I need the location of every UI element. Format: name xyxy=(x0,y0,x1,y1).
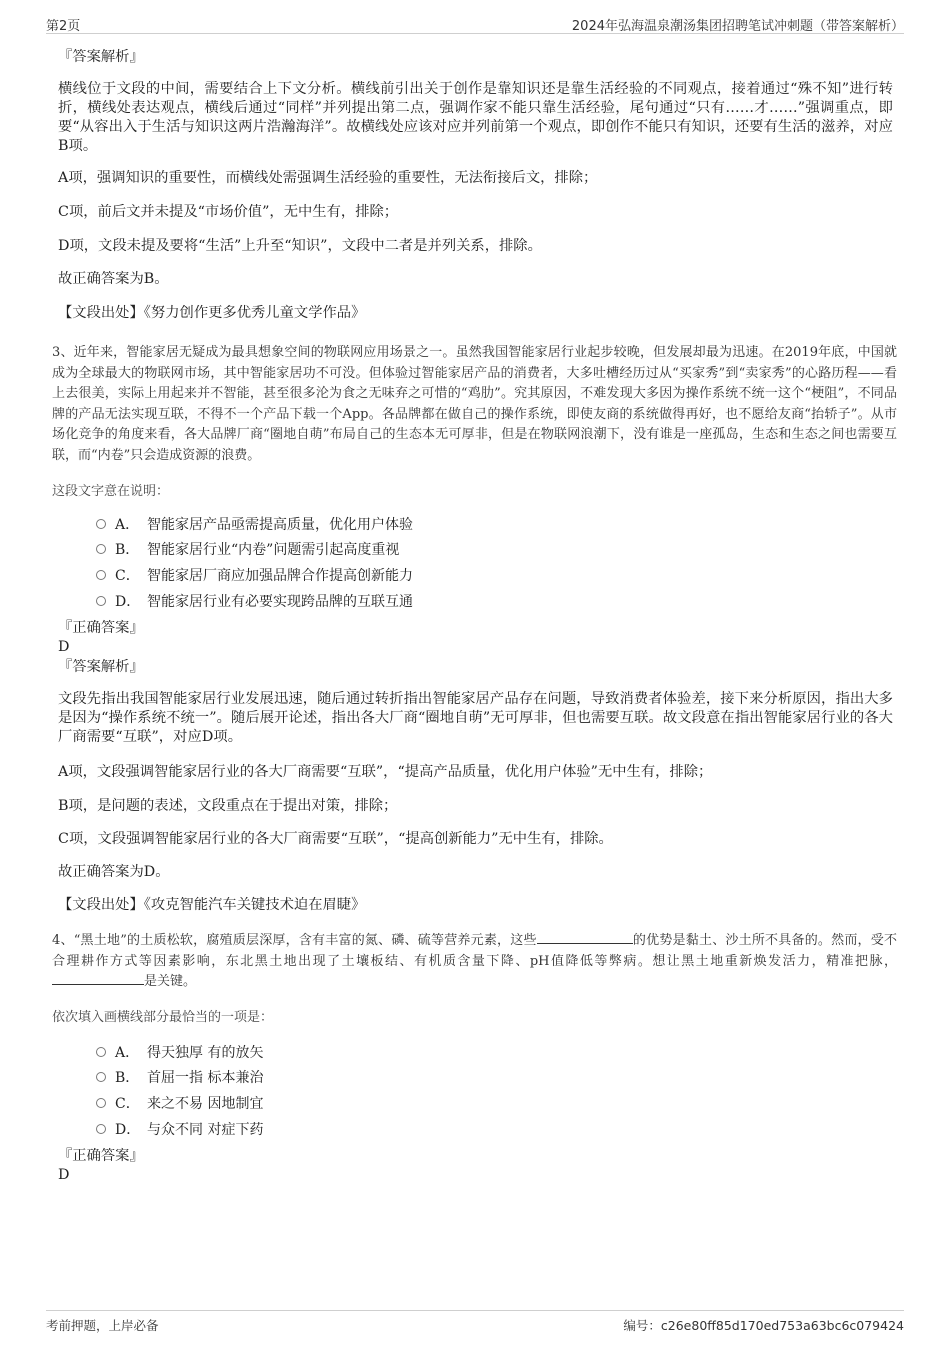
radio-icon[interactable] xyxy=(96,544,106,554)
q3-answer: D xyxy=(58,639,70,655)
q3-stem: 3、近年来，智能家居无疑成为最具想象空间的物联网应用场景之一。虽然我国智能家居行业起步较晚，但发展却最为迅速。在2019年底，中国就成为全球最大的物联网市场，其中智能家居功不可没。但体验过智能家居产品的消费者，大多吐槽经历过从“买家秀”到“卖家秀”的心路历程——看上去很美，实际上用起来并不智能，甚至很多沦为食之无味弃之可惜的“鸡肋”。究其原因，不难发现大多因为操作系统不统一这个“梗阻”，不同品牌的产品无法实现互联，不得不一个产品下载一个App。各品牌都在做自己的操作系统，即使友商的系统做得再好，也不愿给友商“抬轿子”。从市场化竞争的角度来看，各大品牌厂商“圈地自萌”布局自己的生态本无可厚非，但是在物联网浪潮下，没有谁是一座孤岛，生态和生态之间也需要互联，而“内卷”只会造成资源的浪费。 xyxy=(52,345,897,463)
radio-icon[interactable] xyxy=(96,1072,106,1082)
q3-conclusion: 故正确答案为D。 xyxy=(58,864,170,880)
radio-icon[interactable] xyxy=(96,1124,106,1134)
q4-answer: D xyxy=(58,1167,70,1183)
fill-blank-2 xyxy=(52,972,144,985)
radio-icon[interactable] xyxy=(96,519,106,529)
q4-option-a[interactable]: A． 得天独厚 有的放矢 xyxy=(96,1042,263,1062)
q3-option-c[interactable]: C． 智能家居厂商应加强品牌合作提高创新能力 xyxy=(96,565,413,585)
q3-option-d[interactable]: D． 智能家居行业有必要实现跨品牌的互联互通 xyxy=(96,591,413,611)
q2-conclusion: 故正确答案为B。 xyxy=(58,271,169,287)
q2-analysis-text: 横线位于文段的中间，需要结合上下文分析。横线前引出关于创作是靠知识还是靠生活经验的不同观点，接着通过“殊不知”进行转折，横线处表达观点，横线后通过“同样”并列提出第二点，强调作家不能只靠生活经验，尾句通过“只有……才……”强调重点，即要“从容出入于生活与知识这两片浩瀚海洋”。故横线处应该对应并列前第一个观点，即创作不能只有知识，还要有生活的滋养，对应B项。 xyxy=(58,81,893,154)
q4-answer-label: 『正确答案』 xyxy=(58,1148,144,1164)
q3-source: 【文段出处】《攻克智能汽车关键技术迫在眉睫》 xyxy=(58,897,366,913)
radio-icon[interactable] xyxy=(96,570,106,580)
q2-option-a-analysis: A项，强调知识的重要性，而横线处需强调生活经验的重要性，无法衔接后文，排除； xyxy=(58,170,598,186)
q3-option-c-analysis: C项，文段强调智能家居行业的各大厂商需要“互联”，“提高创新能力”无中生有，排除。 xyxy=(58,831,613,847)
q3-option-b[interactable]: B． 智能家居行业“内卷”问题需引起高度重视 xyxy=(96,539,399,559)
fill-blank-1 xyxy=(537,931,633,944)
q2-option-c-analysis: C项，前后文并未提及“市场价值”，无中生有，排除； xyxy=(58,204,399,220)
radio-icon[interactable] xyxy=(96,596,106,606)
page-footer xyxy=(46,1310,904,1335)
q4-option-b[interactable]: B． 首屈一指 标本兼治 xyxy=(96,1067,263,1087)
page-number: 第2页 xyxy=(46,19,81,34)
q2-analysis-label: 『答案解析』 xyxy=(58,49,144,65)
document-title: 2024年弘海温泉潮汤集团招聘笔试冲刺题（带答案解析） xyxy=(571,19,904,34)
page-header xyxy=(46,13,904,34)
q3-analysis-label: 『答案解析』 xyxy=(58,659,144,675)
q3-option-b-analysis: B项，是问题的表述，文段重点在于提出对策，排除； xyxy=(58,798,398,814)
radio-icon[interactable] xyxy=(96,1047,106,1057)
q2-option-d-analysis: D项，文段未提及要将“生活”上升至“知识”，文段中二者是并列关系，排除。 xyxy=(58,238,542,254)
footer-slogan: 考前押题，上岸必备 xyxy=(46,1318,159,1333)
radio-icon[interactable] xyxy=(96,1098,106,1108)
q2-source: 【文段出处】《努力创作更多优秀儿童文学作品》 xyxy=(58,305,366,321)
q4-prompt: 依次填入画横线部分最恰当的一项是： xyxy=(52,1010,274,1025)
q3-prompt: 这段文字意在说明： xyxy=(52,484,170,499)
q3-analysis-text: 文段先指出我国智能家居行业发展迅速，随后通过转折指出智能家居产品存在问题，导致消费者体验差，接下来分析原因，指出大多是因为“操作系统不统一”。随后展开论述，指出各大厂商“圈地自萌”无可厚非，但也需要互联。故文段意在指出智能家居行业的各大厂商需要“互联”，对应D项。 xyxy=(58,691,893,745)
q3-answer-label: 『正确答案』 xyxy=(58,620,144,636)
q4-option-d[interactable]: D． 与众不同 对症下药 xyxy=(96,1119,263,1139)
q3-option-a-analysis: A项，文段强调智能家居行业的各大厂商需要“互联”，“提高产品质量，优化用户体验”无中生有，排除； xyxy=(58,764,713,780)
footer-serial: 编号：c26e80ff85d170ed753a63bc6c079424 xyxy=(623,1318,904,1333)
q4-stem: 4、“黑土地”的土质松软，腐殖质层深厚，含有丰富的氮、磷、硫等营养元素，这些 的优势是黏土、沙土所不具备的。然而，受不合理耕作方式等因素影响，东北黑土地出现了土壤板结、有机质含量下降、pH值降低等弊病。想让黑土地重新焕发活力，精准把脉，是关键。 xyxy=(52,933,897,989)
q3-option-a[interactable]: A． 智能家居产品亟需提高质量，优化用户体验 xyxy=(96,514,413,534)
q4-option-c[interactable]: C． 来之不易 因地制宜 xyxy=(96,1093,263,1113)
